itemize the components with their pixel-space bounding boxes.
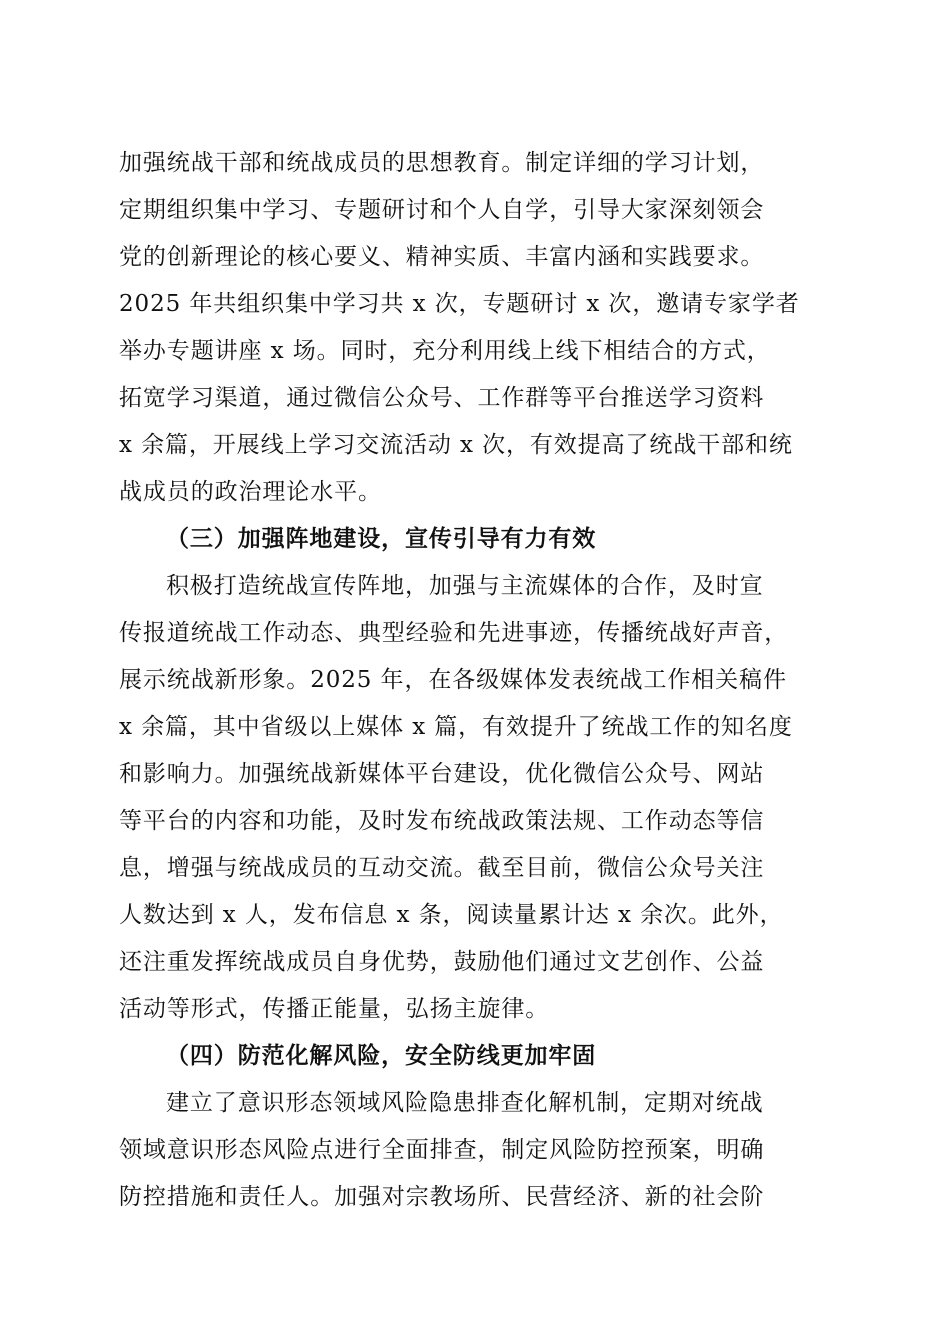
paragraph-1-line-6: 拓宽学习渠道，通过微信公众号、工作群等平台推送学习资料 <box>119 385 765 411</box>
paragraph-3-line-1: 建立了意识形态领域风险隐患排查化解机制，定期对统战 <box>166 1090 764 1116</box>
paragraph-1-line-7: x 余篇，开展线上学习交流活动 x 次，有效提高了统战干部和统 <box>119 432 793 458</box>
section-heading-3: （三）加强阵地建设，宣传引导有力有效 <box>166 525 597 552</box>
paragraph-1-line-5: 举办专题讲座 x 场。同时，充分利用线上线下相结合的方式， <box>119 338 771 364</box>
paragraph-3-line-3: 防控措施和责任人。加强对宗教场所、民营经济、新的社会阶 <box>119 1184 765 1210</box>
paragraph-2-line-2: 传报道统战工作动态、典型经验和先进事迹，传播统战好声音， <box>119 620 789 646</box>
paragraph-2-line-5: 和影响力。加强统战新媒体平台建设，优化微信公众号、网站 <box>119 761 765 787</box>
paragraph-2-line-4: x 余篇，其中省级以上媒体 x 篇，有效提升了统战工作的知名度 <box>119 714 793 740</box>
paragraph-2-line-3: 展示统战新形象。2025 年，在各级媒体发表统战工作相关稿件 <box>119 667 787 693</box>
paragraph-2-line-9: 还注重发挥统战成员自身优势，鼓励他们通过文艺创作、公益 <box>119 949 765 975</box>
paragraph-1-line-1: 加强统战干部和统战成员的思想教育。制定详细的学习计划， <box>119 150 765 176</box>
paragraph-2-line-7: 息，增强与统战成员的互动交流。截至目前，微信公众号关注 <box>119 855 765 881</box>
paragraph-2-line-6: 等平台的内容和功能，及时发布统战政策法规、工作动态等信 <box>119 808 765 834</box>
paragraph-3-line-2: 领域意识形态风险点进行全面排查，制定风险防控预案，明确 <box>119 1137 765 1163</box>
paragraph-1-line-3: 党的创新理论的核心要义、精神实质、丰富内涵和实践要求。 <box>119 244 765 270</box>
paragraph-2-line-8: 人数达到 x 人，发布信息 x 条，阅读量累计达 x 余次。此外， <box>119 902 784 928</box>
paragraph-1-line-4: 2025 年共组织集中学习共 x 次，专题研讨 x 次，邀请专家学者 <box>119 291 800 317</box>
paragraph-2-line-10: 活动等形式，传播正能量，弘扬主旋律。 <box>119 996 550 1022</box>
section-heading-4: （四）防范化解风险，安全防线更加牢固 <box>166 1042 597 1069</box>
paragraph-2-line-1: 积极打造统战宣传阵地，加强与主流媒体的合作，及时宣 <box>166 573 764 599</box>
paragraph-1-line-2: 定期组织集中学习、专题研讨和个人自学，引导大家深刻领会 <box>119 197 765 223</box>
paragraph-1-line-8: 战成员的政治理论水平。 <box>119 479 382 505</box>
